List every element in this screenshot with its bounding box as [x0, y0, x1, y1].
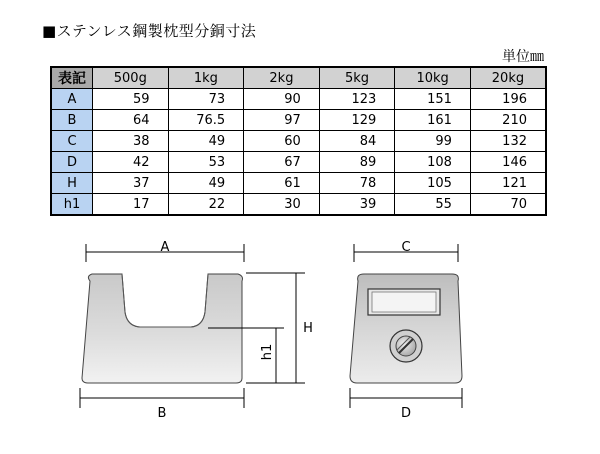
- table-cell: 78: [319, 173, 395, 194]
- table-cell: 129: [319, 110, 395, 131]
- table-cell: 73: [168, 89, 244, 110]
- table-cell: 17: [93, 194, 169, 216]
- row-header: h1: [51, 194, 93, 216]
- table-cell: 146: [470, 152, 546, 173]
- dim-label-h: H: [303, 321, 313, 336]
- table-cell: 76.5: [168, 110, 244, 131]
- table-cell: 30: [244, 194, 320, 216]
- table-cell: 59: [93, 89, 169, 110]
- table-cell: 64: [93, 110, 169, 131]
- column-header: 10kg: [395, 67, 471, 89]
- table-cell: 151: [395, 89, 471, 110]
- table-cell: 123: [319, 89, 395, 110]
- table-cell: 161: [395, 110, 471, 131]
- dim-label-h1: h1: [260, 343, 275, 361]
- table-cell: 39: [319, 194, 395, 216]
- table-cell: 38: [93, 131, 169, 152]
- column-header: 500g: [93, 67, 169, 89]
- column-header: 5kg: [319, 67, 395, 89]
- table-cell: 132: [470, 131, 546, 152]
- front-view: [80, 240, 313, 421]
- row-header: A: [51, 89, 93, 110]
- table-cell: 37: [93, 173, 169, 194]
- table-cell: 97: [244, 110, 320, 131]
- table-cell: 105: [395, 173, 471, 194]
- table-cell: 108: [395, 152, 471, 173]
- table-cell: 196: [470, 89, 546, 110]
- row-header: H: [51, 173, 93, 194]
- page-title: ■ステンレス鋼製枕型分銅寸法: [42, 22, 257, 40]
- table-cell: 210: [470, 110, 546, 131]
- column-header: 1kg: [168, 67, 244, 89]
- column-header: 20kg: [470, 67, 546, 89]
- table-cell: 99: [395, 131, 471, 152]
- side-view: [350, 240, 462, 421]
- dim-label-b: B: [157, 406, 167, 421]
- table-cell: 60: [244, 131, 320, 152]
- table-cell: 49: [168, 173, 244, 194]
- table-cell: 89: [319, 152, 395, 173]
- unit-label: 単位㎜: [502, 49, 544, 65]
- dim-label-d: D: [400, 406, 412, 421]
- table-cell: 42: [93, 152, 169, 173]
- table-cell: 121: [470, 173, 546, 194]
- table-cell: 84: [319, 131, 395, 152]
- table-cell: 67: [244, 152, 320, 173]
- table-cell: 53: [168, 152, 244, 173]
- table-corner-header: 表記: [51, 67, 93, 89]
- table-cell: 22: [168, 194, 244, 216]
- row-header: D: [51, 152, 93, 173]
- table-cell: 90: [244, 89, 320, 110]
- table-cell: 49: [168, 131, 244, 152]
- table-cell: 55: [395, 194, 471, 216]
- dim-label-a: A: [160, 240, 170, 255]
- column-header: 2kg: [244, 67, 320, 89]
- row-header: B: [51, 110, 93, 131]
- dim-label-c: C: [401, 240, 411, 255]
- row-header: C: [51, 131, 93, 152]
- table-cell: 61: [244, 173, 320, 194]
- table-cell: 70: [470, 194, 546, 216]
